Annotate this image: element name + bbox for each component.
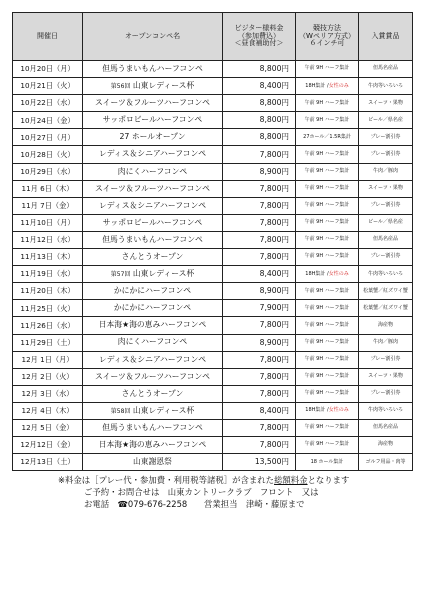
date-cell: 10月20日（月） <box>13 61 83 78</box>
date-cell: 11月29日（土） <box>13 334 83 351</box>
footer-notes <box>12 474 412 510</box>
table-row <box>13 283 413 300</box>
competition-name-cell <box>83 351 223 368</box>
prize-cell: ビール／県名産 <box>359 112 413 129</box>
format-text: 午前 9H ハーフ集計 <box>304 373 350 380</box>
table-row <box>13 351 413 368</box>
competition-name: サッポロビールハーフコンペ <box>102 217 203 227</box>
fee-cell: 7,800円 <box>223 317 296 334</box>
fee-cell: 8,800円 <box>223 61 296 78</box>
date-cell: 12月12日（金） <box>13 437 83 454</box>
prize-cell: スイーツ・果物 <box>359 180 413 197</box>
format-cell <box>296 214 359 231</box>
format-text: 午前 9H ハーフ集計 <box>304 219 350 226</box>
prize-cell: 松葉蟹／紅ズワイ蟹 <box>359 300 413 317</box>
prize-cell: プレー割引券 <box>359 249 413 266</box>
fee-cell: 8,400円 <box>223 78 296 95</box>
table-row <box>13 334 413 351</box>
fee-note: ※料金は［プレー代・参加費・利用税等諸税］が含まれた総額料金となります <box>58 475 350 486</box>
format-text: 18H集計 / <box>305 82 329 89</box>
competition-name: 山東レディース杯 <box>132 405 195 415</box>
prize-cell: 但馬名産品 <box>359 231 413 248</box>
fee-cell: 8,800円 <box>223 129 296 146</box>
prize-cell: 但馬名産品 <box>359 419 413 436</box>
format-text: 27ホール／1.5R集計 <box>303 133 351 140</box>
competition-name-cell <box>83 78 223 95</box>
competition-name: 日本海★海の恵みハーフコンペ <box>98 320 207 330</box>
table-row <box>13 317 413 334</box>
table-row <box>13 129 413 146</box>
competition-name-cell <box>83 454 223 471</box>
date-cell: 12月 3日（水） <box>13 385 83 402</box>
prize-cell: 松葉蟹／紅ズワイ蟹 <box>359 283 413 300</box>
fee-cell: 7,800円 <box>223 437 296 454</box>
competition-name: 山東レディース杯 <box>132 269 195 279</box>
date-cell: 11月12日（水） <box>13 231 83 248</box>
competition-name: スイーツ＆フルーツハーフコンペ <box>95 371 210 381</box>
format-cell <box>296 129 359 146</box>
table-row <box>13 300 413 317</box>
format-text: 午前 9H ハーフ集計 <box>304 390 350 397</box>
format-text: 午前 9H ハーフ集計 <box>304 99 350 106</box>
format-text: 午前 9H ハーフ集計 <box>304 236 350 243</box>
date-cell: 11月13日（木） <box>13 249 83 266</box>
date-cell: 11月 6日（木） <box>13 180 83 197</box>
competition-name-cell <box>83 317 223 334</box>
ladies-only-note: 女性のみ <box>328 82 349 89</box>
competition-name: 但馬うまいもんハーフコンペ <box>102 422 203 432</box>
format-text: 午前 9H ハーフ集計 <box>304 321 350 328</box>
competition-name: 日本海★海の恵みハーフコンペ <box>98 440 207 450</box>
table-row <box>13 266 413 283</box>
fee-cell: 7,800円 <box>223 214 296 231</box>
fee-cell: 7,900円 <box>223 300 296 317</box>
format-cell <box>296 163 359 180</box>
prize-cell: スイーツ・果物 <box>359 95 413 112</box>
format-cell <box>296 402 359 419</box>
format-cell <box>296 266 359 283</box>
date-cell: 11月20日（木） <box>13 283 83 300</box>
competition-name-cell <box>83 197 223 214</box>
fee-cell: 8,400円 <box>223 266 296 283</box>
format-cell <box>296 437 359 454</box>
prize-cell: プレー割引券 <box>359 146 413 163</box>
fee-cell: 8,800円 <box>223 112 296 129</box>
competition-name-cell <box>83 95 223 112</box>
fee-cell: 7,800円 <box>223 231 296 248</box>
date-cell: 12月13日（土） <box>13 454 83 471</box>
fee-cell: 7,800円 <box>223 351 296 368</box>
format-cell <box>296 351 359 368</box>
table-row <box>13 197 413 214</box>
format-text: 午前 9H ハーフ集計 <box>304 185 350 192</box>
competition-name-cell <box>83 163 223 180</box>
format-text: 午前 9H ハーフ集計 <box>304 287 350 294</box>
competition-name: サッポロビールハーフコンペ <box>102 115 203 125</box>
table-row <box>13 112 413 129</box>
format-text: 午前 9H ハーフ集計 <box>304 441 350 448</box>
competition-name: かにかにハーフコンペ <box>113 303 192 313</box>
format-text: 午前 9H ハーフ集計 <box>304 150 350 157</box>
competition-name: スイーツ＆フルーツハーフコンペ <box>95 98 210 108</box>
competition-name: 但馬うまいもんハーフコンペ <box>102 63 203 73</box>
prize-cell: プレー割引券 <box>359 129 413 146</box>
prize-cell: 牛肉／豚肉 <box>359 163 413 180</box>
phone-note: お電話 ☎079-676-2258 営業担当 津崎・藤原まで <box>84 499 305 510</box>
date-cell: 10月24日（金） <box>13 112 83 129</box>
date-cell: 11月26日（水） <box>13 317 83 334</box>
prize-cell: 牛肉／豚肉 <box>359 334 413 351</box>
table-row <box>13 214 413 231</box>
format-text: 午前 9H ハーフ集計 <box>304 167 350 174</box>
format-cell <box>296 317 359 334</box>
prize-cell: プレー割引券 <box>359 351 413 368</box>
date-cell: 11月19日（水） <box>13 266 83 283</box>
competition-name: 但馬うまいもんハーフコンペ <box>102 234 203 244</box>
edition-number: 第57回 <box>110 271 131 279</box>
table-row <box>13 454 413 471</box>
format-cell <box>296 300 359 317</box>
competition-name-cell <box>83 402 223 419</box>
prize-cell: 海産物 <box>359 317 413 334</box>
date-cell: 11月 7日（金） <box>13 197 83 214</box>
fee-cell: 7,800円 <box>223 368 296 385</box>
header-competition-name: オープンコンペ名 <box>83 13 223 61</box>
table-row <box>13 78 413 95</box>
date-cell: 10月28日（火） <box>13 146 83 163</box>
format-cell <box>296 231 359 248</box>
competition-name-cell <box>83 61 223 78</box>
table-row <box>13 146 413 163</box>
competition-name-cell <box>83 129 223 146</box>
format-text: 午前 9H ハーフ集計 <box>304 116 350 123</box>
format-cell <box>296 95 359 112</box>
format-text: 18H集計 / <box>305 270 329 277</box>
date-cell: 11月25日（火） <box>13 300 83 317</box>
competition-name-cell <box>83 283 223 300</box>
competition-name: さんとうオープン <box>121 251 184 261</box>
edition-number: 第56回 <box>110 82 131 90</box>
competition-name-cell <box>83 334 223 351</box>
fee-cell: 8,900円 <box>223 163 296 180</box>
date-cell: 10月22日（水） <box>13 95 83 112</box>
format-text: 午前 9H ハーフ集計 <box>304 356 350 363</box>
table-row <box>13 368 413 385</box>
format-cell <box>296 419 359 436</box>
competition-name: 肉にくハーフコンペ <box>117 166 188 176</box>
fee-cell: 8,400円 <box>223 402 296 419</box>
format-text: 午前 9H ハーフ集計 <box>304 424 350 431</box>
competition-name-cell <box>83 180 223 197</box>
date-cell: 12月 4日（木） <box>13 402 83 419</box>
prize-cell: プレー割引券 <box>359 385 413 402</box>
format-cell <box>296 334 359 351</box>
format-cell <box>296 385 359 402</box>
prize-cell: 牛肉等いろいろ <box>359 402 413 419</box>
table-row <box>13 402 413 419</box>
format-cell <box>296 368 359 385</box>
ladies-only-note: 女性のみ <box>328 270 349 277</box>
table-row <box>13 419 413 436</box>
competition-name: レディス＆シニアハーフコンペ <box>98 200 207 210</box>
contact-note: ご予約・お問合せは 山東カントリークラブ フロント 又は <box>84 487 319 498</box>
competition-name-cell <box>83 249 223 266</box>
format-cell <box>296 249 359 266</box>
competition-name: レディス＆シニアハーフコンペ <box>98 354 207 364</box>
table-row <box>13 163 413 180</box>
header-prize: 入賞賞品 <box>359 13 413 61</box>
date-cell: 10月29日（水） <box>13 163 83 180</box>
format-cell <box>296 197 359 214</box>
fee-cell: 7,800円 <box>223 146 296 163</box>
prize-cell: 牛肉等いろいろ <box>359 78 413 95</box>
table-row <box>13 95 413 112</box>
prize-cell: プレー割引券 <box>359 197 413 214</box>
table-row <box>13 231 413 248</box>
prize-cell: ゴルフ用品・肉等 <box>359 454 413 471</box>
table-row <box>13 180 413 197</box>
schedule-table <box>12 12 413 471</box>
format-cell <box>296 454 359 471</box>
header-date: 開催日 <box>13 13 83 61</box>
competition-name-cell <box>83 368 223 385</box>
format-cell <box>296 283 359 300</box>
competition-name: 山東謝恩祭 <box>133 457 172 467</box>
competition-name: レディス＆シニアハーフコンペ <box>98 149 207 159</box>
fee-cell: 7,800円 <box>223 419 296 436</box>
format-cell <box>296 112 359 129</box>
format-cell <box>296 61 359 78</box>
edition-number: 第58回 <box>110 407 131 415</box>
header-row <box>13 13 413 61</box>
competition-name: さんとうオープン <box>121 388 184 398</box>
prize-cell: 但馬名産品 <box>359 61 413 78</box>
format-cell <box>296 78 359 95</box>
table-row <box>13 61 413 78</box>
competition-name-cell <box>83 437 223 454</box>
fee-cell: 8,800円 <box>223 95 296 112</box>
format-text: 午前 9H ハーフ集計 <box>304 304 350 311</box>
format-cell <box>296 146 359 163</box>
competition-name-cell <box>83 385 223 402</box>
table-row <box>13 437 413 454</box>
prize-cell: スイーツ・果物 <box>359 368 413 385</box>
date-cell: 10月27日（月） <box>13 129 83 146</box>
competition-name: かにかにハーフコンペ <box>113 286 192 296</box>
format-text: 18 ホール集計 <box>310 458 344 465</box>
fee-cell: 7,800円 <box>223 249 296 266</box>
competition-name-cell <box>83 112 223 129</box>
prize-cell: 海産物 <box>359 437 413 454</box>
competition-schedule <box>12 12 412 510</box>
fee-cell: 8,900円 <box>223 334 296 351</box>
competition-name: 山東レディース杯 <box>132 80 195 90</box>
header-visitor-fee: ビジター様料金 （参加費込） ＜昼食補助付＞ <box>223 13 296 61</box>
format-cell <box>296 180 359 197</box>
competition-name-cell <box>83 231 223 248</box>
table-row <box>13 385 413 402</box>
ladies-only-note: 女性のみ <box>328 407 349 414</box>
format-text: 午前 9H ハーフ集計 <box>304 338 350 345</box>
format-text: 18H集計 / <box>305 407 329 414</box>
date-cell: 12月 2日（火） <box>13 368 83 385</box>
format-text: 午前 9H ハーフ集計 <box>304 202 350 209</box>
competition-name: スイーツ＆フルーツハーフコンペ <box>95 183 210 193</box>
format-text: 午前 9H ハーフ集計 <box>304 253 350 260</box>
fee-cell: 8,900円 <box>223 283 296 300</box>
fee-cell: 7,800円 <box>223 180 296 197</box>
fee-cell: 7,800円 <box>223 197 296 214</box>
prize-cell: ビール／県名産 <box>359 214 413 231</box>
date-cell: 12月 1日（月） <box>13 351 83 368</box>
competition-name: 肉にくハーフコンペ <box>117 337 188 347</box>
date-cell: 11月10日（月） <box>13 214 83 231</box>
date-cell: 10月21日（火） <box>13 78 83 95</box>
table-row <box>13 249 413 266</box>
prize-cell: 牛肉等いろいろ <box>359 266 413 283</box>
competition-name-cell <box>83 266 223 283</box>
fee-cell: 7,800円 <box>223 385 296 402</box>
competition-name-cell <box>83 419 223 436</box>
format-text: 午前 9H ハーフ集計 <box>304 65 350 72</box>
competition-name-cell <box>83 214 223 231</box>
fee-cell: 13,500円 <box>223 454 296 471</box>
date-cell: 12月 5日（金） <box>13 419 83 436</box>
competition-name-cell <box>83 146 223 163</box>
competition-name-cell <box>83 300 223 317</box>
competition-name: 27 ホールオープン <box>119 132 186 142</box>
header-format: 競技方法 （Wペリア方式） ６インチ可 <box>296 13 359 61</box>
